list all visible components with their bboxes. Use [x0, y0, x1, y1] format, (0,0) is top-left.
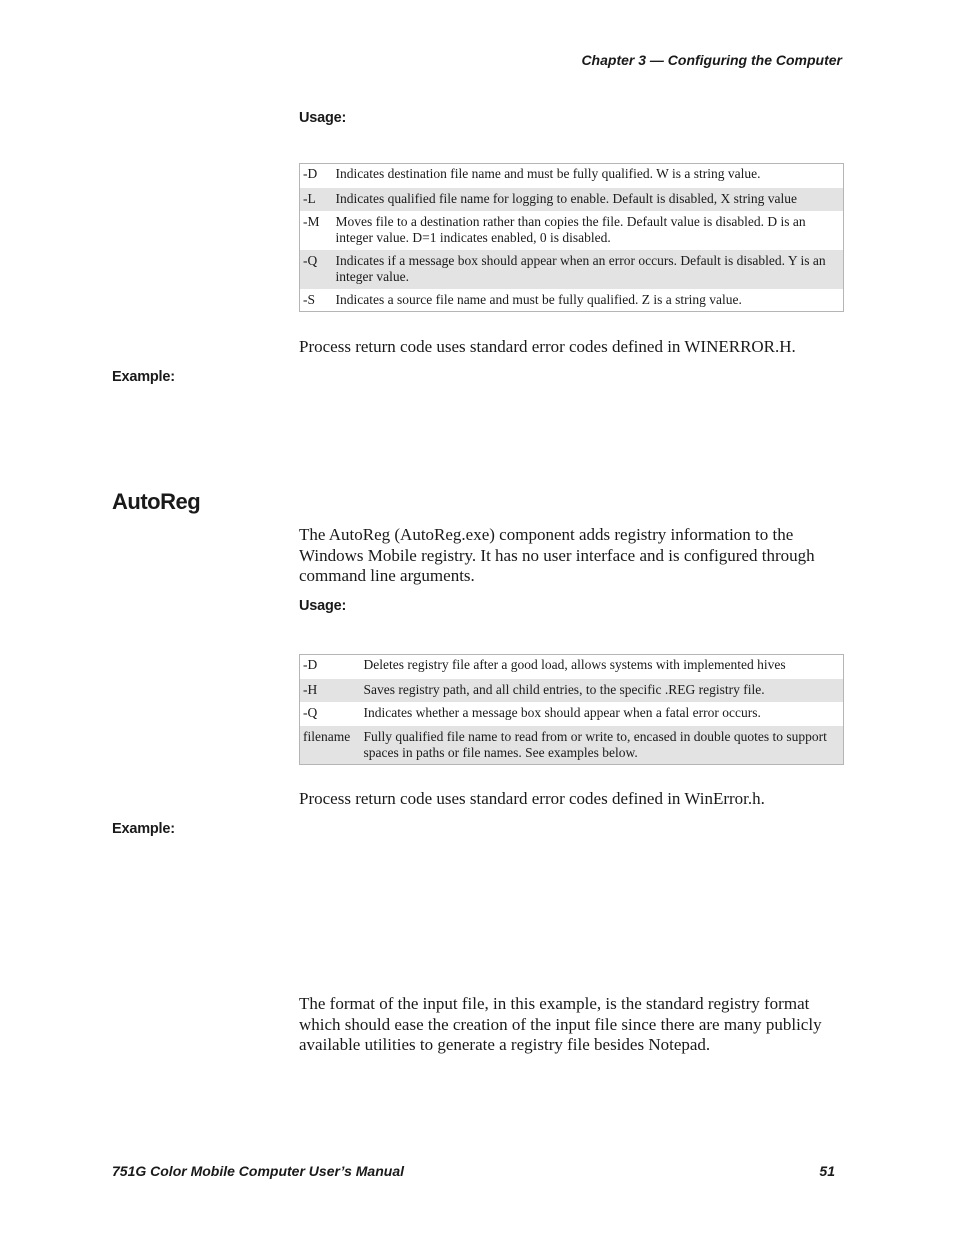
- table-row: [300, 289, 844, 312]
- return-code-text: Process return code uses standard error codes defined in WinError.h.: [299, 789, 765, 808]
- options-table: [299, 163, 844, 312]
- option-description: Indicates qualified file name for logging to enable. Default is disabled, X string value: [333, 188, 844, 211]
- option-description: Indicates whether a message box should appear when a fatal error occurs.: [363, 704, 761, 720]
- page-number: 51: [819, 1163, 835, 1179]
- option-description: Moves file to a destination rather than copies the file. Default value is disabled. D is an integer value. D=1 indicates enabled, 0 is disabled.: [335, 213, 806, 245]
- usage-label: Usage:: [299, 598, 347, 614]
- option-switch: -D: [303, 657, 318, 672]
- option-switch: -Q: [303, 704, 318, 720]
- option-switch: -L: [300, 188, 333, 211]
- table-row: [300, 188, 844, 211]
- option-description: Indicates if a message box should appear when an error occurs. Default is disabled. Y is an integer value.: [333, 250, 844, 289]
- autoreg-options-table: [299, 654, 844, 765]
- option-switch: -M: [303, 213, 320, 229]
- table-row: [300, 250, 844, 289]
- option-description: Indicates a source file name and must be fully qualified. Z is a string value.: [335, 291, 742, 307]
- running-header: Chapter 3 — Configuring the Computer: [581, 52, 842, 68]
- table-row: [300, 679, 844, 702]
- usage-label: Usage:: [299, 110, 347, 126]
- table-row: [300, 211, 844, 250]
- table-row: [300, 702, 844, 726]
- table-row: [300, 655, 844, 679]
- table-row: [300, 726, 844, 765]
- option-switch: -D: [303, 166, 318, 181]
- option-switch: -Q: [300, 250, 333, 289]
- example-label: Example:: [112, 821, 175, 837]
- format-description: The format of the input file, in this example, is the standard registry format which should ease the creation of the input file since there are many publicly available utilities to generate a registry file besides Notepad.: [299, 994, 822, 1054]
- option-description: Deletes registry file after a good load, allows systems with implemented hives: [363, 657, 786, 672]
- autoreg-intro: The AutoReg (AutoReg.exe) component adds registry information to the Windows Mobile registry. It has no user interface and is configured through command line arguments.: [299, 525, 815, 585]
- section-title: AutoReg: [112, 489, 201, 514]
- example-label: Example:: [112, 369, 175, 385]
- footer-manual-title: 751G Color Mobile Computer User’s Manual: [112, 1163, 404, 1179]
- option-description: Fully qualified file name to read from or write to, encased in double quotes to support spaces in paths or file names. See examples below.: [361, 726, 844, 765]
- option-switch: filename: [300, 726, 361, 765]
- option-switch: -H: [300, 679, 361, 702]
- return-code-text: Process return code uses standard error codes defined in WINERROR.H.: [299, 337, 796, 356]
- option-switch: -S: [303, 291, 316, 307]
- table-row: [300, 164, 844, 188]
- option-description: Indicates destination file name and must be fully qualified. W is a string value.: [335, 166, 761, 181]
- option-description: Saves registry path, and all child entries, to the specific .REG registry file.: [361, 679, 844, 702]
